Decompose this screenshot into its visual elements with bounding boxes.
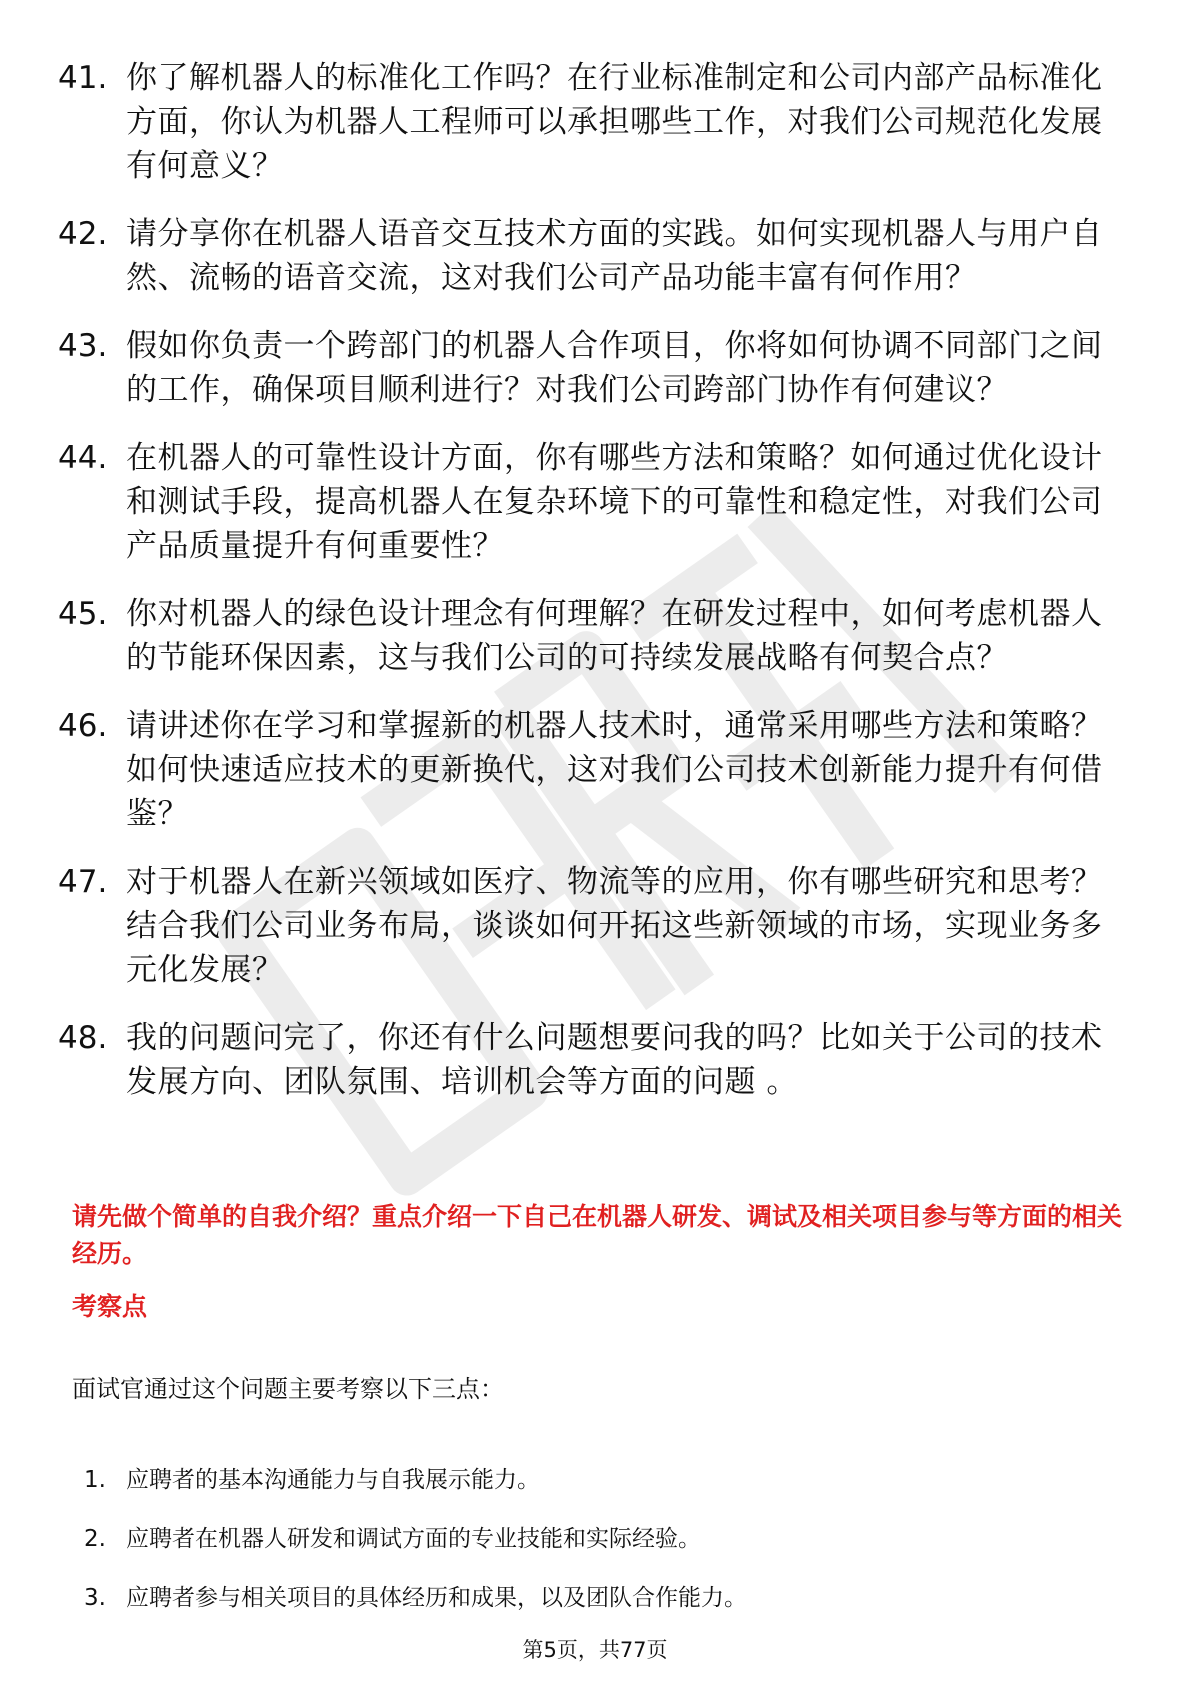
list-item (84, 1581, 1084, 1615)
question-number: 48. (58, 1020, 108, 1056)
question-number: 46. (58, 708, 108, 744)
question-number: 43. (58, 328, 108, 364)
section-title: 考察点 (72, 1292, 148, 1321)
point-number: 3. (84, 1585, 106, 1611)
question-number: 42. (58, 216, 108, 252)
point-number: 1. (84, 1467, 106, 1493)
point-text: 应聘者参与相关项目的具体经历和成果，以及团队合作能力。 (126, 1585, 747, 1611)
question-item (58, 56, 1108, 188)
intro-text: 面试官通过这个问题主要考察以下三点： (72, 1375, 504, 1403)
question-text: 对于机器人在新兴领域如医疗、物流等的应用，你有哪些研究和思考？结合我们公司业务布局，谈谈如何开拓这些新领域的市场，实现业务多元化发展？ (126, 864, 1103, 988)
point-number: 2. (84, 1526, 106, 1552)
list-item (84, 1463, 1084, 1497)
question-item (58, 1016, 1108, 1104)
question-text: 请讲述你在学习和掌握新的机器人技术时，通常采用哪些方法和策略？如何快速适应技术的更新换代，这对我们公司技术创新能力提升有何借鉴？ (126, 708, 1103, 832)
list-item (84, 1522, 1084, 1556)
question-text: 请分享你在机器人语音交互技术方面的实践。如何实现机器人与用户自然、流畅的语音交流，这对我们公司产品功能丰富有何作用？ (126, 216, 1103, 296)
assessment-points (84, 1463, 1084, 1640)
question-number: 45. (58, 596, 108, 632)
page-footer: 第5页，共77页 (522, 1638, 668, 1662)
question-item (58, 592, 1108, 680)
question-number: 44. (58, 440, 108, 476)
question-number: 47. (58, 864, 108, 900)
question-text: 你对机器人的绿色设计理念有何理解？在研发过程中，如何考虑机器人的节能环保因素，这与我们公司的可持续发展战略有何契合点？ (126, 596, 1103, 676)
question-text: 假如你负责一个跨部门的机器人合作项目，你将如何协调不同部门之间的工作，确保项目顺利进行？对我们公司跨部门协作有何建议？ (126, 328, 1103, 408)
question-item (58, 212, 1108, 300)
point-text: 应聘者在机器人研发和调试方面的专业技能和实际经验。 (126, 1526, 701, 1552)
question-text: 我的问题问完了，你还有什么问题想要问我的吗？比如关于公司的技术发展方向、团队氛围、培训机会等方面的问题 。 (126, 1020, 1103, 1100)
question-item (58, 324, 1108, 412)
question-list (58, 56, 1108, 1128)
question-text: 你了解机器人的标准化工作吗？在行业标准制定和公司内部产品标准化方面，你认为机器人工程师可以承担哪些工作，对我们公司规范化发展有何意义？ (126, 60, 1103, 184)
question-text: 在机器人的可靠性设计方面，你有哪些方法和策略？如何通过优化设计和测试手段，提高机器人在复杂环境下的可靠性和稳定性，对我们公司产品质量提升有何重要性？ (126, 440, 1103, 564)
question-item (58, 436, 1108, 568)
featured-question-heading: 请先做个简单的自我介绍？重点介绍一下自己在机器人研发、调试及相关项目参与等方面的相关经历。 (72, 1202, 1123, 1268)
question-item (58, 860, 1108, 992)
point-text: 应聘者的基本沟通能力与自我展示能力。 (126, 1467, 540, 1493)
question-number: 41. (58, 60, 108, 96)
question-item (58, 704, 1108, 836)
